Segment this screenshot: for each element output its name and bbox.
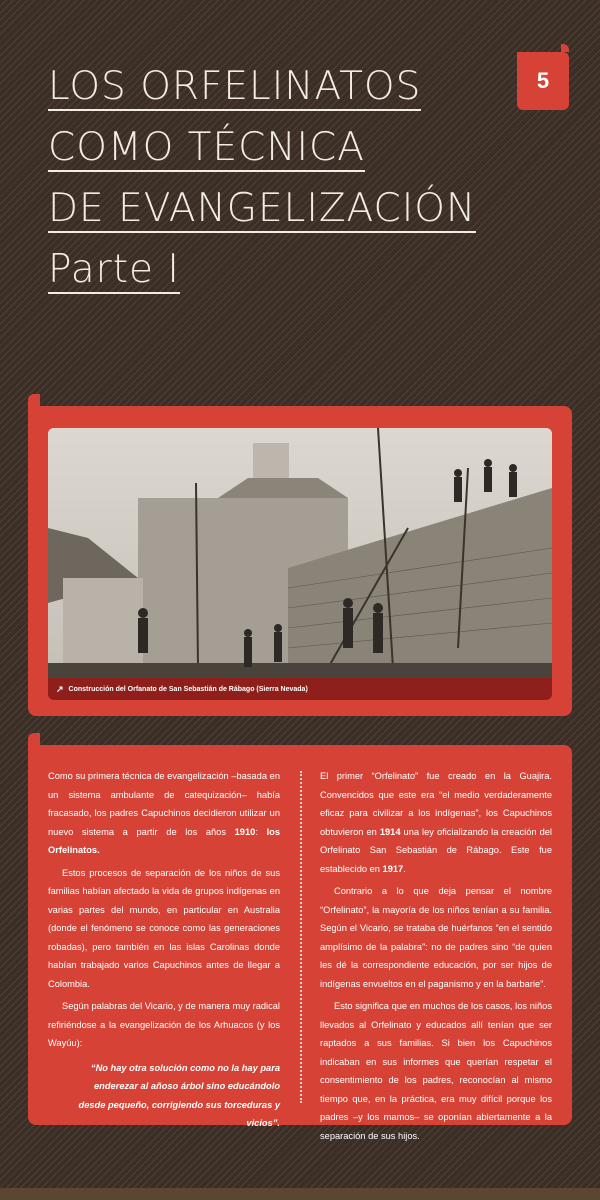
left-column [48,767,280,1133]
column-divider [300,771,302,1103]
left-paragraph-3: Según palabras del Vicario, y de manera muy radical refiriéndose a la evangelización de los Arhuacos (y los Wayúu): [48,1001,280,1048]
left-p1-year: 1910 [234,826,256,837]
right-p1-text-b: una ley oficializando la creación del Orfelinato San Sebastián de Rábago. Este fue establecido en [320,826,552,874]
right-p1-text-a: El primer “Orfelinato” fue creado en la Guajira. Convencidos que este era “el medio verdaderamente eficaz para civilizar a los indígenas”, los Capuchinos obtuvieron en [320,771,552,837]
left-p1-text: Como su primera técnica de evangelización –basada en un sistema ambulante de catequización– había fracasado, los padres Capuchinos decidieron utilizar un nuevo sistema a partir de los años [48,771,280,837]
photo-caption-text: Construcción del Orfanato de San Sebastián de Rábago (Sierra Nevada) [68,685,308,693]
title-line-3: DE EVANGELIZACIÓN [48,186,477,231]
photo-panel [28,406,572,716]
title-line-4: Parte I [48,247,180,292]
right-p1-text-c: . [403,863,406,874]
vicar-quote: “No hay otra solución como no la hay para enderezar al añoso árbol sino educándolo desde pequeño, corrigiendo sus torceduras y vicios”. [78,1062,280,1128]
arrow-up-right-icon: ↗ [56,683,64,694]
title-line-1: LOS ORFELINATOS [48,64,422,109]
right-p1-year-1: 1914 [379,826,401,837]
right-paragraph-3: Esto significa que en muchos de los casos, los niños llevados al Orfelinato y educados allí tenían que ser raptados a sus familias. Si bien los Capuchinos indicaban en sus informes que querían respetar el consentimiento de los padres, reconocían al mismo tiempo que, en la práctica, era muy difícil porque los padres –y los mamos– se oponían abiertamente a la separación de sus hijos. [320,1001,552,1141]
page-number-badge: 5 [517,52,569,110]
left-paragraph-1 [48,767,280,860]
left-paragraph-2: Estos procesos de separación de los niños de sus familias habían afectado la vida de grupos indígenas en varias partes del mundo, en particular en Australia (donde el fenómeno se conoce como las generaciones robadas), pero también en las islas Carolinas donde habían trabajado varios Capuchinos antes de llegar a Colombia. [48,867,280,989]
page-title [48,60,498,304]
right-paragraph-2: Contrario a lo que deja pensar el nombre “Orfelinato”, la mayoría de los niños tenían a su familia. Según el Vicario, se trataba de huérfanos “en el sentido amplísimo de la palabra”: no de padres sino “de quien les dé la correspondiente educación, por ser hijos de indígenas envueltos en el paganismo y en la barbarie”. [320,886,552,989]
orphanage-construction-photo [48,428,552,688]
bottom-strip [0,1188,600,1200]
left-p1-bold: los Orfelinatos. [48,826,280,855]
historical-photo [48,428,552,688]
right-column [320,767,552,1145]
right-p1-year-2: 1917 [382,863,404,874]
title-line-2: COMO TÉCNICA [48,125,365,170]
photo-caption [48,678,552,700]
right-paragraph-1 [320,767,552,878]
text-panel [28,745,572,1141]
left-p1-sep: : [255,826,267,837]
